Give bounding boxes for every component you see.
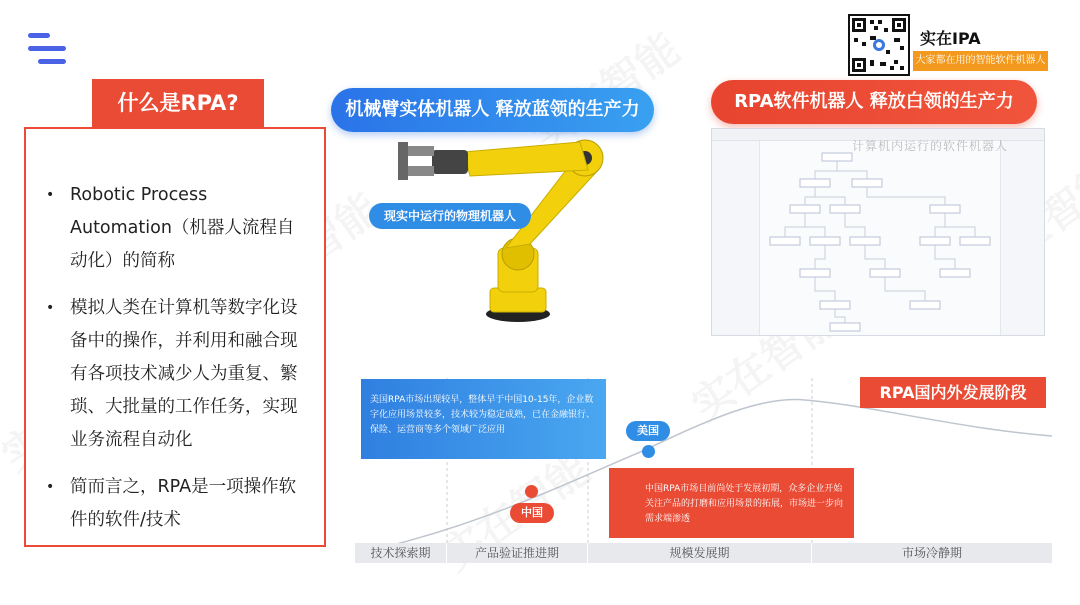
brand-tagline: 大家都在用的智能软件机器人 — [913, 51, 1048, 71]
us-market-note: 美国RPA市场出现较早，整体早于中国10-15年，企业数字化应用场景较多，技术较为稳定成熟，已在金融银行、保险、运营商等多个领域广泛应用 — [361, 379, 606, 459]
phase-label: 技术探索期 — [355, 543, 447, 563]
physical-robot-heading: 机械臂实体机器人 释放蓝领的生产力 — [331, 88, 654, 132]
bullet-item: • 模拟人类在计算机等数字化设备中的操作，并利用和融合现有各项技术减少人为重复、繁琐、大批量的工作任务，实现业务流程自动化 — [46, 292, 310, 457]
bullet-item: • 简而言之，RPA是一项操作软件的软件/技术 — [46, 471, 310, 537]
section-title: 什么是RPA? — [92, 79, 264, 127]
rpa-designer-screenshot — [711, 128, 1045, 336]
designer-properties — [1000, 141, 1044, 336]
description-box — [24, 127, 326, 547]
bullet-item: • Robotic Process Automation（机器人流程自动化）的简称 — [46, 179, 310, 278]
brand-name: 实在IPA — [920, 29, 981, 48]
phase-label: 规模发展期 — [588, 543, 812, 563]
menu-icon — [28, 33, 68, 67]
phase-label: 市场冷静期 — [901, 546, 962, 560]
phase-label: 产品验证推进期 — [447, 543, 588, 563]
cn-market-note: 中国RPA市场目前尚处于发展初期，众多企业开始关注产品的打磨和应用场景的拓展，市场进一步向需求端渗透 — [609, 468, 854, 538]
software-robot-heading: RPA软件机器人 释放白领的生产力 — [711, 80, 1037, 124]
cn-label: 中国 — [510, 503, 554, 523]
qr-code — [848, 14, 910, 76]
cn-marker — [525, 485, 538, 498]
software-robot-caption: 计算机内运行的软件机器人 — [852, 139, 1009, 153]
physical-robot-caption: 现实中运行的物理机器人 — [369, 203, 531, 229]
stages-title: RPA国内外发展阶段 — [860, 377, 1046, 408]
designer-sidebar — [712, 141, 760, 336]
us-label: 美国 — [626, 421, 670, 441]
phase-bar — [355, 543, 1052, 563]
us-marker — [642, 445, 655, 458]
